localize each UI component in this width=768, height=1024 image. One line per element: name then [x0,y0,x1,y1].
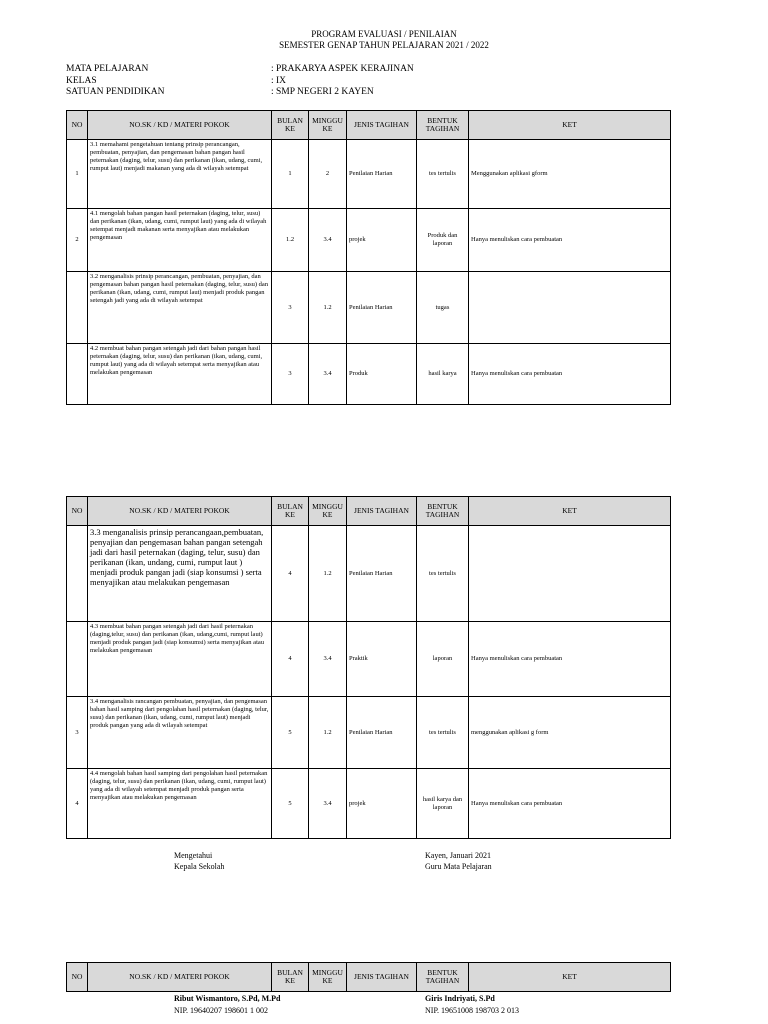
cell-minggu: 1.2 [309,526,347,622]
sig-teacher-name: Giris Indriyati, S.Pd [425,994,495,1003]
doc-title-1: PROGRAM EVALUASI / PENILAIAN [311,29,457,39]
col-header-jenis: JENIS TAGIHAN [347,111,417,140]
cell-minggu: 3.4 [309,344,347,405]
col-header-materi: NO.SK / KD / MATERI POKOK [88,963,272,992]
evaluation-table-2 [66,496,671,839]
cell-minggu: 1.2 [309,272,347,344]
table-row [67,344,671,405]
evaluation-table-1 [66,110,671,405]
sig-principal-name: Ribut Wismantoro, S.Pd, M.Pd [174,994,281,1003]
col-header-bulan: BULAN KE [272,497,309,526]
cell-jenis: Penilaian Harian [347,272,417,344]
meta-label: SATUAN PENDIDIKAN [66,87,165,97]
col-header-jenis: JENIS TAGIHAN [347,963,417,992]
table-row [67,209,671,272]
cell-no: 1 [67,140,88,209]
sig-principal-title: Kepala Sekolah [174,862,225,871]
meta-row-school [66,87,414,99]
cell-no [67,344,88,405]
sig-teacher-nip: NIP. 19651008 198703 2 013 [425,1006,520,1015]
col-header-bulan: BULAN KE [272,963,309,992]
table-header-row [67,111,671,140]
table-row [67,140,671,209]
cell-no: 4 [67,769,88,839]
sig-principal-nip: NIP. 19640207 198601 1 002 [174,1006,269,1015]
col-header-bentuk: BENTUK TAGIHAN [417,963,469,992]
cell-no [67,526,88,622]
cell-minggu: 3.4 [309,209,347,272]
cell-no [67,272,88,344]
cell-jenis: Praktik [347,622,417,697]
table-row [67,526,671,622]
cell-bulan: 3 [272,272,309,344]
cell-bulan: 4 [272,622,309,697]
meta-value: : PRAKARYA ASPEK KERAJINAN [271,64,414,74]
cell-ket [469,526,671,622]
cell-bentuk: laporan [417,622,469,697]
cell-bentuk: hasil karya [417,344,469,405]
cell-bentuk: tes tertulis [417,697,469,769]
table-row [67,272,671,344]
cell-bentuk: tugas [417,272,469,344]
cell-minggu: 1.2 [309,697,347,769]
col-header-bentuk: BENTUK TAGIHAN [417,497,469,526]
cell-minggu: 3.4 [309,769,347,839]
evaluation-table-3 [66,962,671,992]
col-header-ket: KET [469,497,671,526]
cell-jenis: Produk [347,344,417,405]
meta-value: : IX [271,75,287,86]
meta-label: MATA PELAJARAN [66,64,149,74]
cell-bulan: 3 [272,344,309,405]
cell-no: 2 [67,209,88,272]
cell-bulan: 5 [272,697,309,769]
cell-ket: Hanya menuliskan cara pembuatan [469,344,671,405]
sig-place-date: Kayen, Januari 2021 [425,851,491,860]
cell-bulan: 4 [272,526,309,622]
col-header-minggu: MINGGU KE [309,963,347,992]
cell-ket: Menggunakan aplikasi gform [469,140,671,209]
cell-ket [469,272,671,344]
col-header-minggu: MINGGU KE [309,497,347,526]
meta-row-subject [66,64,414,76]
col-header-bentuk: BENTUK TAGIHAN [417,111,469,140]
cell-bulan: 1 [272,140,309,209]
cell-jenis: Penilaian Harian [347,526,417,622]
cell-jenis: Penilaian Harian [347,697,417,769]
cell-ket: Hanya menuliskan cara pembuatan [469,209,671,272]
cell-no: 3 [67,697,88,769]
doc-title-2: SEMESTER GENAP TAHUN PELAJARAN 2021 / 2022 [279,40,489,50]
col-header-materi: NO.SK / KD / MATERI POKOK [88,111,272,140]
cell-bentuk: Produk dan laporan [417,209,469,272]
cell-minggu: 3.4 [309,622,347,697]
cell-jenis: Penilaian Harian [347,140,417,209]
cell-materi: 3.3 menganalisis prinsip perancangaan,pembuatan, penyajian dan pengemasan bahan pangan setengah jadi dari hasil peternakan (daging, telur, susu) dan perikanan (ikan, undang, cumi, rumput laut ) menjadi produk pangan jadi (siap konsumsi ) serta menyajikan atau melakukan pengemasan [88,526,272,622]
cell-bulan: 1.2 [272,209,309,272]
col-header-no: NO [67,111,88,140]
cell-bentuk: hasil karya dan laporan [417,769,469,839]
cell-materi: 3.1 memahami pengetahuan tentang prinsip perancangan, pembuatan, penyajian, dan pengemasan bahan pangan hasil peternakan (daging, telur, susu) dan perikanan (ikan, udang, cumi, rumput laut) menjadi makanan yang ada di wilayah setempat [88,140,272,209]
cell-minggu: 2 [309,140,347,209]
cell-jenis: projek [347,209,417,272]
table-header-row [67,963,671,992]
meta-block [66,64,414,99]
meta-label: KELAS [66,75,97,86]
cell-bentuk: tes tertulis [417,140,469,209]
col-header-no: NO [67,963,88,992]
meta-row-class [66,76,414,88]
col-header-minggu: MINGGU KE [309,111,347,140]
cell-jenis: projek [347,769,417,839]
table-row [67,769,671,839]
cell-bulan: 5 [272,769,309,839]
cell-materi: 3.4 menganalisis rancangan pembuatan, penyajian, dan pengemasan bahan hasil samping dari pengolahan hasil peternakan (daging, telur, susu) dan perikanan (ikan, udang, cumi, rumput laut) menjadi produk pangan yang ada di wilayah setempat [88,697,272,769]
col-header-materi: NO.SK / KD / MATERI POKOK [88,497,272,526]
col-header-bulan: BULAN KE [272,111,309,140]
cell-ket: Hanya menuliskan cara pembuatan [469,769,671,839]
table-row [67,697,671,769]
col-header-ket: KET [469,963,671,992]
table-row [67,622,671,697]
cell-materi: 4.3 membuat bahan pangan setengah jadi dari hasil peternakan (daging,telur, susu) dan perikanan (ikan, udang,cumi, rumput laut) menjadi produk pangan jadi (siap konsumsi) serta menyajikan atau melakukan pengemasan [88,622,272,697]
cell-ket: Hanya menuliskan cara pembuatan [469,622,671,697]
table-header-row [67,497,671,526]
col-header-ket: KET [469,111,671,140]
cell-no [67,622,88,697]
cell-ket: menggunakan aplikasi g form [469,697,671,769]
cell-materi: 4.1 mengolah bahan pangan hasil peternakan (daging, telur, susu) dan perikanan (ikan, udang, cumi, rumput laut) yang ada di wilayah setempat menjadi makanan serta menyajikan atau melakukan pengemasan [88,209,272,272]
sig-known-label: Mengetahui [174,851,213,860]
cell-materi: 4.4 mengolah bahan hasil samping dari pengolahan hasil peternakan (daging, telur, susu) dan perikanan (ikan, udang, cumi, rumput laut) yang ada di wilayah setempat menjadi produk pangan serta menyajikan atau melakukan pengemasan [88,769,272,839]
meta-value: : SMP NEGERI 2 KAYEN [271,87,374,97]
cell-materi: 3.2 menganalisis prinsip perancangan, pembuatan, penyajian, dan pengemasan bahan pangan hasil peternakan (daging, telur, susu) dan perikanan (ikan, udang, cumi, rumput laut) menjadi produk pangan setengah jadi yang ada di wilayah setempat [88,272,272,344]
cell-materi: 4.2 membuat bahan pangan setengah jadi dari bahan pangan hasil peternakan (daging, telur, susu) dan perikanan (ikan, udang, cumi, rumput laut) yang ada di wilayah setempat serta menyajikan atau melakukan pengemasan [88,344,272,405]
sig-teacher-title: Guru Mata Pelajaran [425,862,492,871]
col-header-jenis: JENIS TAGIHAN [347,497,417,526]
col-header-no: NO [67,497,88,526]
cell-bentuk: tes tertulis [417,526,469,622]
